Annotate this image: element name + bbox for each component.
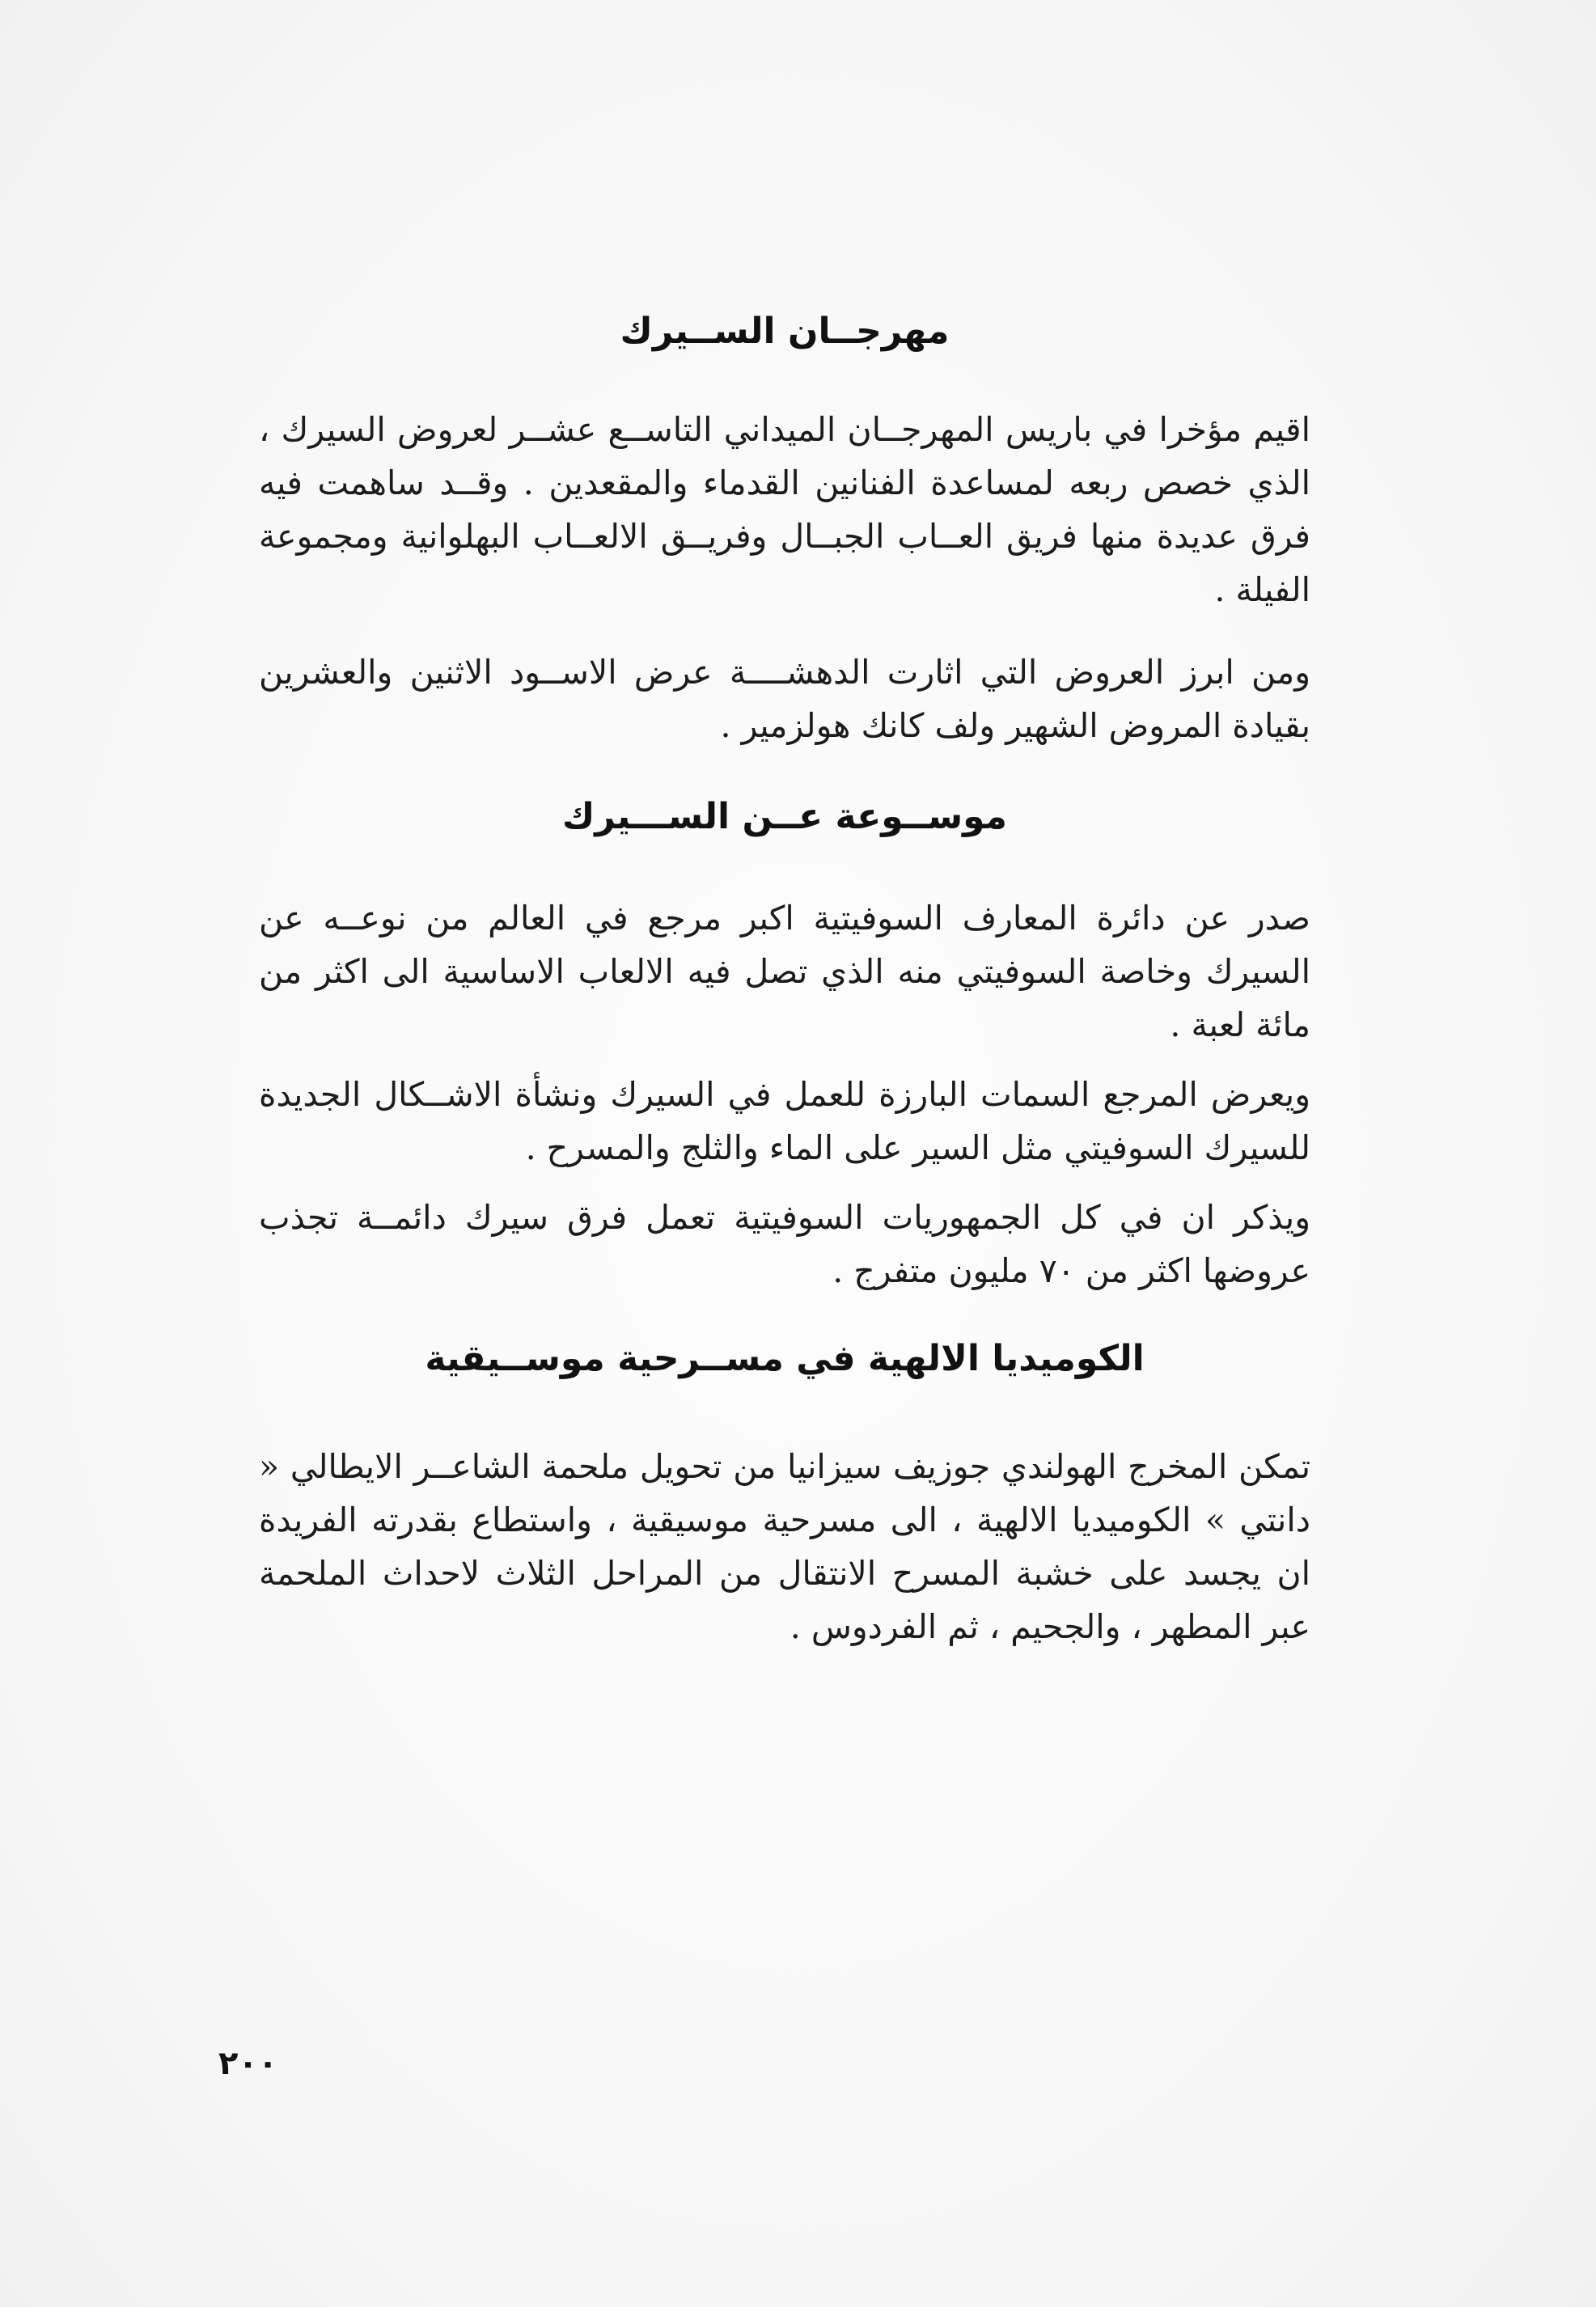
paragraph-encyclopedia-republics: ويذكر ان في كل الجمهوريات السوفيتية تعمل فرق سيرك دائمــة تجذب عروضها اكثر من ٧٠ مليون متفرج . bbox=[259, 1198, 1310, 1290]
paragraph-divine-comedy: تمكن المخرج الهولندي جوزيف سيزانيا من تحويل ملحمة الشاعــر الايطالي « دانتي » الكوميديا الالهية ، الى مسرحية موسيقية ، واستطاع بقدرته الفريدة ان يجسد على خشبة المسرح الانتقال من المراحل الثلاث لاحداث الملحمة عبر المطهر ، والجحيم ، ثم الفردوس . bbox=[259, 1447, 1310, 1646]
paragraph-encyclopedia-intro: صدر عن دائرة المعارف السوفيتية اكبر مرجع في العالم من نوعــه عن السيرك وخاصة السوفيتي منه الذي تصل فيه الالعاب الاساسية الى اكثر من مائة لعبة . bbox=[259, 899, 1310, 1044]
page-number: ٢٠٠ bbox=[218, 2045, 278, 2082]
paragraph-encyclopedia-features: ويعرض المرجع السمات البارزة للعمل في السيرك ونشأة الاشــكال الجديدة للسيرك السوفيتي مثل السير على الماء والثلج والمسرح . bbox=[259, 1075, 1310, 1167]
section-circus-festival bbox=[259, 403, 1310, 752]
heading-circus-encyclopedia: موســوعة عــن الســـيرك bbox=[561, 796, 1008, 837]
heading-circus-festival: مهرجــان الســيرك bbox=[620, 311, 950, 352]
section-circus-encyclopedia bbox=[259, 891, 1310, 1297]
paragraph-festival-intro: اقيم مؤخرا في باريس المهرجــان الميداني التاســع عشــر لعروض السيرك ، الذي خصص ربعه لمساعدة الفنانين القدماء والمقعدين . وقــد ساهمت فيه فرق عديدة منها فريق العــاب الجبــال وفريــق الالعــاب البهلوانية ومجموعة الفيلة . bbox=[259, 410, 1310, 609]
section-divine-comedy bbox=[259, 1440, 1310, 1653]
heading-divine-comedy: الكوميديا الالهية في مســرحية موســيقية bbox=[425, 1338, 1145, 1379]
paragraph-festival-lions: ومن ابرز العروض التي اثارت الدهشــــة عرض الاســود الاثنين والعشرين بقيادة المروض الشهير ولف كانك هولزمير . bbox=[259, 653, 1310, 745]
